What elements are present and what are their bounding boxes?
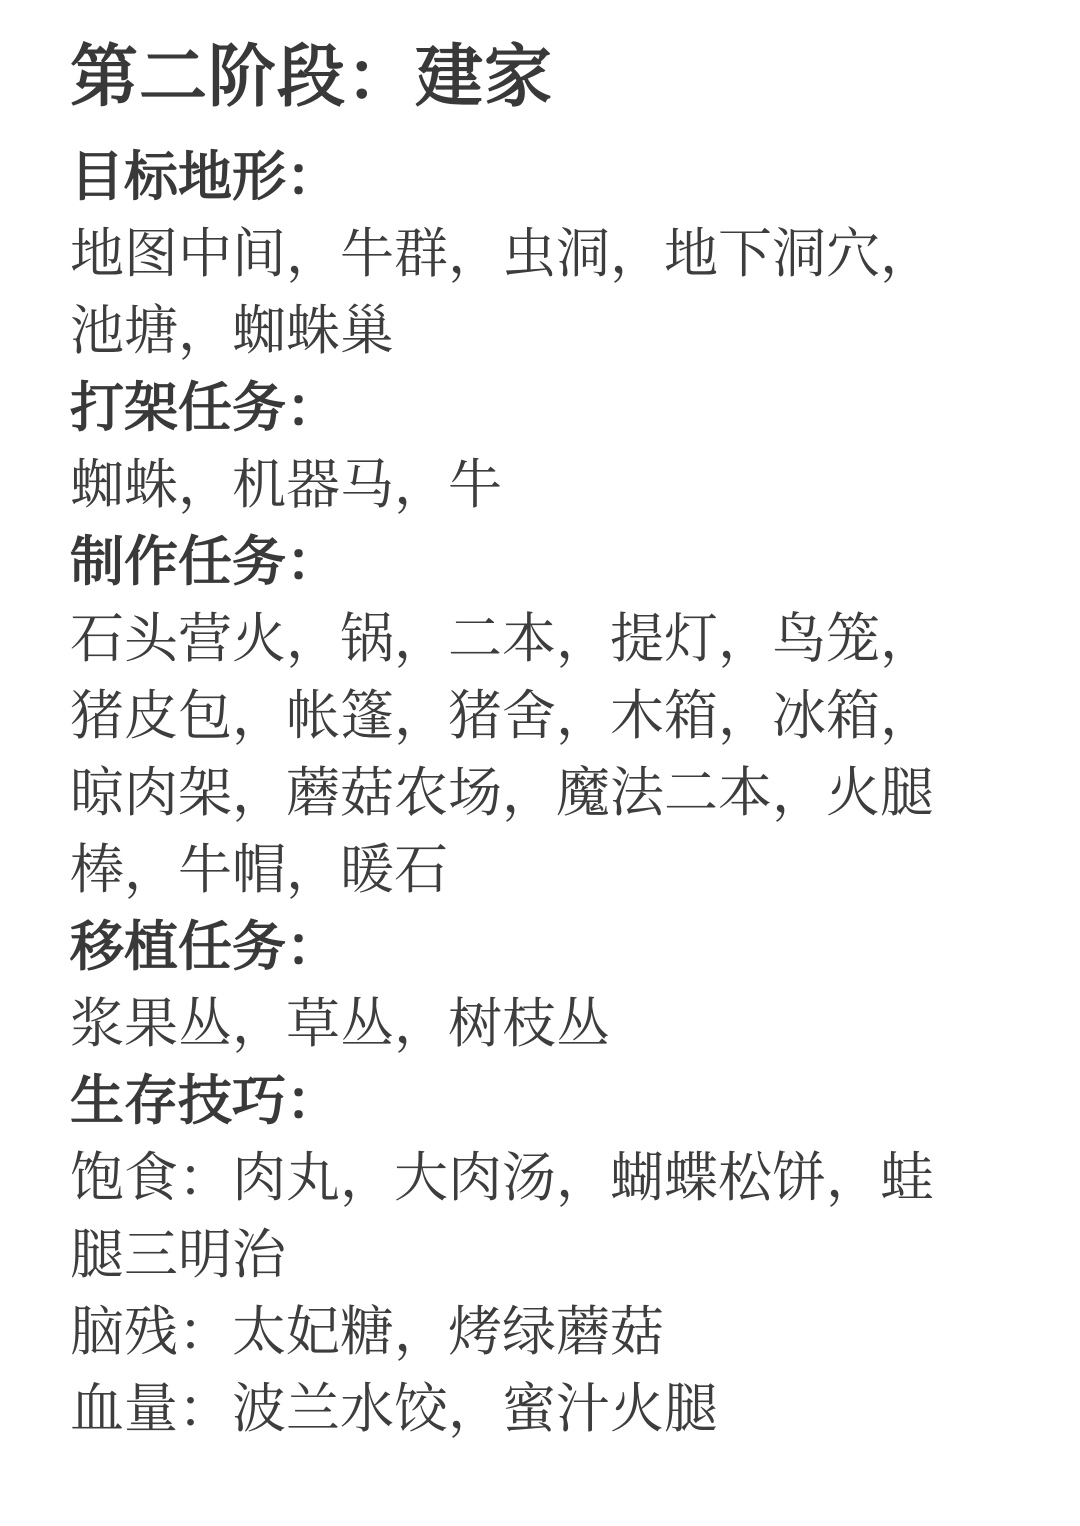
text-line: 棒，牛帽，暖石 — [70, 840, 448, 901]
page-title: 第二阶段：建家 — [70, 39, 554, 115]
section-heading-survival-tips: 生存技巧： — [70, 1071, 340, 1132]
text-line: 蜘蛛，机器马，牛 — [70, 455, 502, 516]
text-line: 地图中间，牛群，虫洞，地下洞穴， — [70, 224, 934, 285]
text-line: 饱食：肉丸，大肉汤，蝴蝶松饼，蛙 — [70, 1148, 934, 1209]
section-heading-transplant-tasks: 移植任务： — [70, 917, 340, 978]
text-line: 脑残：太妃糖，烤绿蘑菇 — [70, 1302, 664, 1363]
section-heading-crafting-tasks: 制作任务： — [70, 532, 340, 593]
text-line: 石头营火，锅，二本，提灯，鸟笼， — [70, 609, 934, 670]
text-line: 血量：波兰水饺，蜜汁火腿 — [70, 1379, 718, 1440]
text-line: 浆果丛，草丛，树枝丛 — [70, 994, 610, 1055]
text-line: 腿三明治 — [70, 1225, 286, 1286]
section-heading-combat-tasks: 打架任务： — [70, 378, 340, 439]
text-line: 猪皮包，帐篷，猪舍，木箱，冰箱， — [70, 686, 934, 747]
section-heading-target-terrain: 目标地形： — [70, 147, 340, 208]
text-line: 池塘，蜘蛛巢 — [70, 301, 394, 362]
text-line: 晾肉架，蘑菇农场，魔法二本，火腿 — [70, 763, 934, 824]
